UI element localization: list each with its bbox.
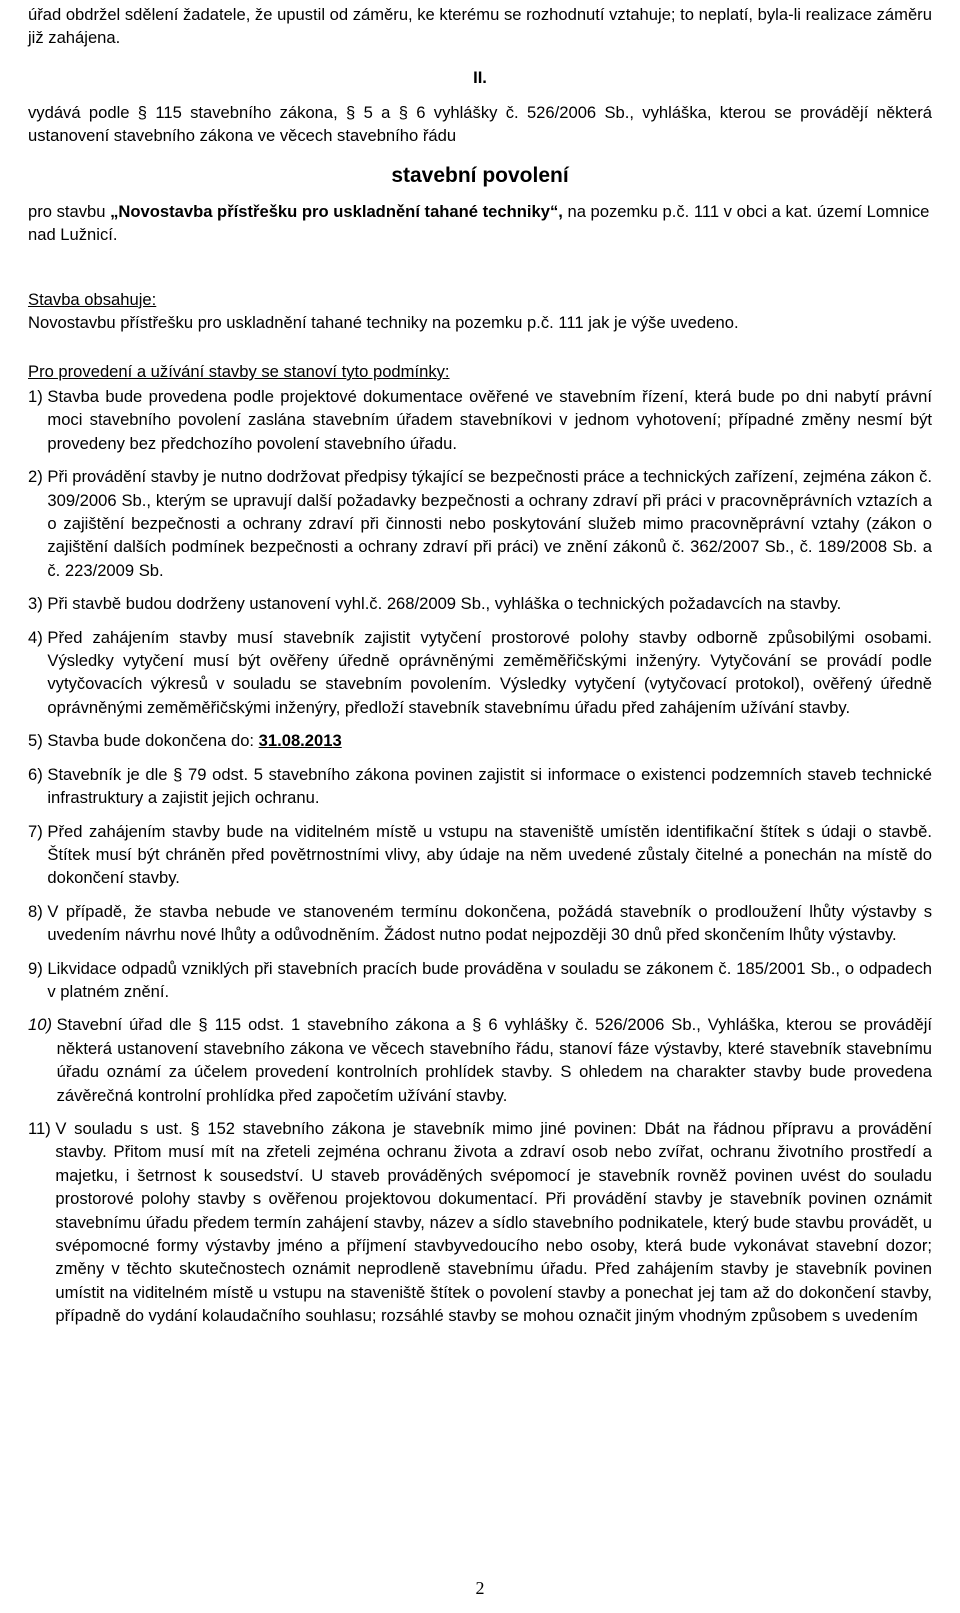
condition-text: Stavba bude provedena podle projektové dokumentace ověřené ve stavebním řízení, která bude po dni nabytí právní moci stavebního povolení zaslána stavebním úřadem stavebníkovi v jednom vyhotovení; případné změny nesmí být provedeny bez předchozího povolení stavebního úřadu. bbox=[47, 387, 932, 453]
condition-item bbox=[28, 626, 932, 720]
condition-number: 5) bbox=[28, 731, 48, 751]
condition-text: V případě, že stavba nebude ve stanoveném termínu dokončena, požádá stavebník o prodloužení lhůty výstavby s uvedením návrhu nové lhůty a odůvodněním. Žádost nutno podat nejpozději 30 dnů před skončením lhůty výstavby. bbox=[47, 901, 932, 945]
legal-basis-paragraph: vydává podle § 115 stavebního zákona, § 5 a § 6 vyhlášky č. 526/2006 Sb., vyhláška, kterou se provádějí některá ustanovení stavebního zákona ve věcech stavebního řádu bbox=[28, 103, 932, 146]
contents-label: Stavba obsahuje: bbox=[28, 290, 157, 309]
building-suffix: na pozemku p.č. 111 v obci a kat. území Lomnice nad Lužnicí. bbox=[28, 202, 930, 245]
condition-item bbox=[28, 820, 932, 890]
building-description bbox=[28, 200, 932, 247]
condition-number: 4) bbox=[28, 627, 48, 647]
intro-paragraph: úřad obdržel sdělení žadatele, že upustil od záměru, ke kterému se rozhodnutí vztahuje; to neplatí, byla-li realizace záměru již zahájena. bbox=[28, 5, 932, 48]
condition-item bbox=[28, 1013, 932, 1107]
condition-number: 1) bbox=[28, 387, 48, 406]
building-contents bbox=[28, 288, 932, 335]
page-number: 2 bbox=[475, 1578, 485, 1598]
building-name: „Novostavba přístřešku pro uskladnění tahané techniky“, bbox=[110, 202, 563, 221]
condition-number: 10) bbox=[28, 1015, 57, 1035]
condition-text: Při provádění stavby je nutno dodržovat předpisy týkající se bezpečnosti práce a technických zařízení, zejména zákon č. 309/2006 Sb., kterým se upravují další požadavky bezpečnosti a ochrany zdraví při práci v pracovněprávních vztazích a o zajištění bezpečnosti a ochrany zdraví při činnosti nebo poskytování služeb mimo pracovněprávní vztahy (zákon o zajištění dalších podmínek bezpečnosti a ochrany zdraví při práci) ve znění zákonů č. 362/2007 Sb., č. 189/2008 Sb. a č. 223/2009 Sb. bbox=[47, 467, 932, 580]
condition-text: Před zahájením stavby musí stavebník zajistit vytyčení prostorové polohy stavby odborně způsobilými osobami. Výsledky vytyčení musí být ověřeny úředně oprávněnými zeměměřičskými inženýry. Vytyčování se provádí podle vytyčovacích výkresů v souladu se stavebním povolením. Výsledky vytyčení (vytyčovací protokol), ověřený úředně oprávněnými zeměměřičskými inženýry, předloží stavebník stavebnímu úřadu před zahájením užívání stavby. bbox=[47, 627, 932, 717]
condition-text: Při stavbě budou dodrženy ustanovení vyhl.č. 268/2009 Sb., vyhláška o technických požadavcích na stavby. bbox=[47, 594, 842, 614]
condition-item bbox=[28, 763, 932, 810]
condition-number: 3) bbox=[28, 594, 48, 614]
decision-heading: stavební povolení bbox=[391, 164, 569, 187]
condition-text: Před zahájením stavby bude na viditelném místě u vstupu na staveniště umístěn identifikační štítek s údaji o stavbě. Štítek musí být chráněn před povětrnostními vlivy, aby údaje na něm uvedené zůstaly čitelné a ponechán na místě do dokončení stavby. bbox=[47, 821, 932, 888]
condition-text: Stavební úřad dle § 115 odst. 1 stavebního zákona a § 6 vyhlášky č. 526/2006 Sb., Vyhláška, kterou se provádějí některá ustanovení stavebního zákona ve věcech stavebního řádu, stanoví fáze výstavby, které stavebník stavebnímu úřadu oznámí za účelem provedení kontrolních prohlídek stavby. S ohledem na charakter stavby bude provedena závěrečná kontrolní prohlídka před započetím užívání stavby. bbox=[56, 1015, 932, 1105]
condition-number: 7) bbox=[28, 821, 48, 841]
condition-item bbox=[28, 957, 932, 1004]
condition-number: 8) bbox=[28, 901, 48, 921]
completion-date: 31.08.2013 bbox=[258, 731, 342, 751]
condition-text: Likvidace odpadů vzniklých při stavebních pracích bude prováděna v souladu se zákonem č. 185/2001 Sb., o odpadech v platném znění. bbox=[47, 958, 932, 1001]
condition-number: 11) bbox=[28, 1118, 56, 1138]
condition-item bbox=[28, 900, 932, 947]
condition-number: 6) bbox=[28, 764, 48, 784]
condition-item bbox=[28, 1117, 932, 1328]
condition-item bbox=[28, 465, 932, 582]
conditions-list bbox=[28, 385, 932, 1338]
conditions-title: Pro provedení a užívání stavby se stanoví tyto podmínky: bbox=[28, 362, 450, 381]
condition-item bbox=[28, 385, 932, 455]
condition-item bbox=[28, 729, 932, 752]
condition-number: 9) bbox=[28, 958, 48, 978]
condition-text: Stavebník je dle § 79 odst. 5 stavebního zákona povinen zajistit si informace o existenci podzemních staveb technické infrastruktury a zajistit jejich ochranu. bbox=[47, 764, 932, 808]
section-numeral: II. bbox=[473, 68, 487, 87]
condition-text: V souladu s ust. § 152 stavebního zákona je stavebník mimo jiné povinen: Dbát na řádnou přípravu a provádění stavby. Přitom musí mít na zřeteli zejména ochranu života a zdraví osob nebo zvířat, ochranu životního prostředí a majetku, i šetrnost k sousedství. U staveb prováděných svépomocí je stavebník rovněž povinen uvést do souladu prostorové polohy stavby s ověřenou projektovou dokumentací. Při provádění stavby je stavebník povinen oznámit stavebnímu úřadu předem termín zahájení stavby, název a sídlo stavebního podnikatele, který bude stavbu provádět, u svépomocné formy výstavby jméno a příjmení stavbyvedoucího nebo osoby, která bude vykonávat stavební dozor; změny v těchto skutečnostech oznámit neprodleně stavebnímu úřadu. Před zahájením stavby je stavebník povinen umístit na viditelném místě u vstupu na staveniště štítek o povolení stavby a ponechat jej tam až do dokončení stavby, případně do vydání kolaudačního souhlasu; rozsáhlé stavby se mohou označit jiným vhodným způsobem s uvedením bbox=[55, 1118, 932, 1326]
condition-text: Stavba bude dokončena do: 31.08.2013 bbox=[47, 731, 342, 751]
contents-text: Novostavbu přístřešku pro uskladnění tahané techniky na pozemku p.č. 111 jak je výše uvedeno. bbox=[28, 313, 739, 333]
building-prefix: pro stavbu bbox=[28, 202, 111, 221]
condition-item bbox=[28, 592, 932, 615]
condition-number: 2) bbox=[28, 467, 48, 487]
